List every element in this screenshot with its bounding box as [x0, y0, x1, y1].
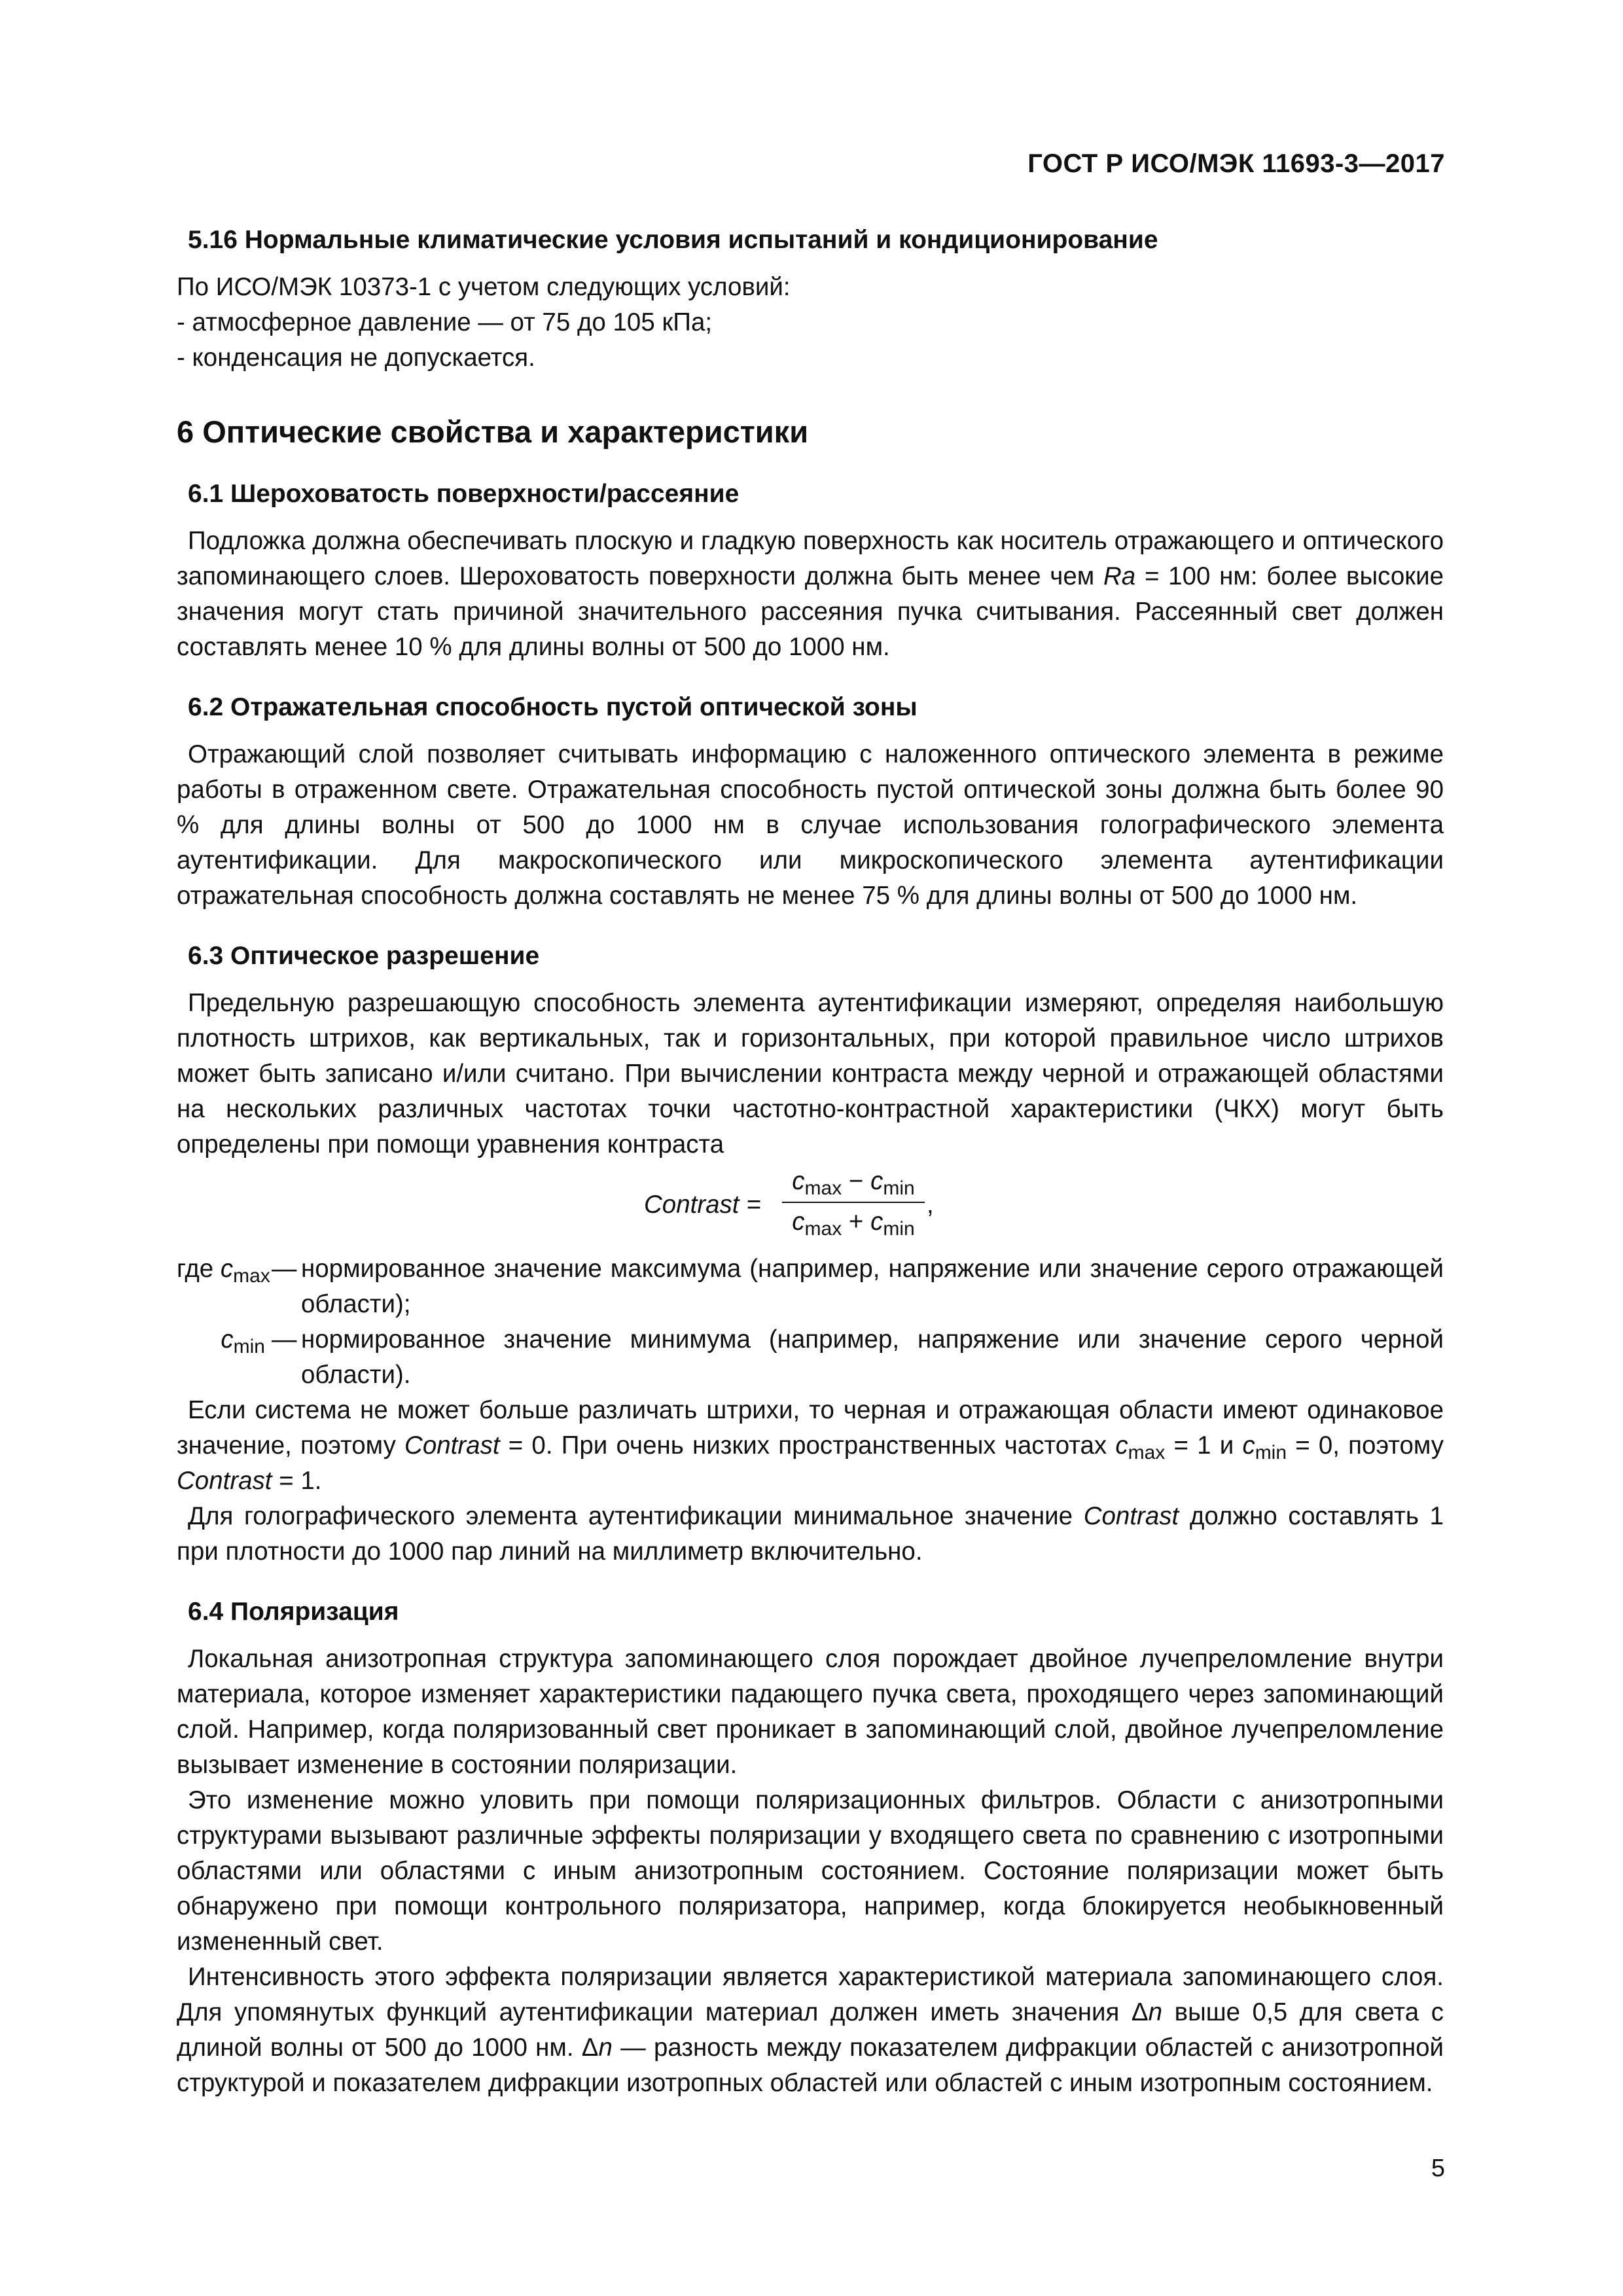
- section-6-4-paragraph-2: Это изменение можно уловить при помощи поляризационных фильтров. Области с анизотропными структурами вызывают различные эффекты поляризации у входящего света по сравнению с изотропными областями или областями с иным анизотропным состоянием. Состояние поляризации может быть обнаружено при помощи контрольного поляризатора, например, когда блокируется необыкновенный измененный свет.: [177, 1786, 1444, 1956]
- formula-denominator: $c_{max} + c_{min}$: [792, 1208, 915, 1240]
- formula-fraction: [782, 1165, 925, 1238]
- page-content: [177, 223, 1444, 2101]
- section-5-16-heading: 5.16 Нормальные климатические условия испытаний и кондиционирование: [188, 226, 1158, 254]
- section-6-1-heading: 6.1 Шероховатость поверхности/рассеяние: [188, 480, 740, 508]
- section-6-3-heading: 6.3 Оптическое разрешение: [188, 942, 540, 970]
- fraction-bar: [782, 1202, 925, 1203]
- standard-designation: ГОСТ Р ИСО/МЭК 11693-3—2017: [1027, 149, 1445, 178]
- where-row-cmin: $c_{min}$ — нормированное значение минимума (например, напряжение или значение серого черной области).: [177, 1322, 1444, 1393]
- section-6-3-paragraph: Предельную разрешающую способность элемента аутентификации измеряют, определяя наибольшую плотность штрихов, как вертикальных, так и горизонтальных, при которой правильное число штрихов может быть записано и/или считано. При вычислении контраста между черной и отражающей областями на нескольких различных частотах точки частотно-контрастной характеристики (ЧКХ) могут быть определены при помощи уравнения контраста: [177, 989, 1444, 1158]
- formula-explanation: [177, 1251, 1444, 1393]
- where-word: где: [177, 1255, 214, 1283]
- section-6-3-paragraph-2: Если система не может больше различать штрихи, то черная и отражающая области имеют одинаковое значение, поэтому Contrast = 0. При очень низких пространственных частотах $c_{max} = 1$ и $c_{min} = 0$, поэтому Contrast = 1.: [177, 1396, 1444, 1495]
- section-6-2-paragraph: Отражающий слой позволяет считывать информацию с наложенного оптического элемента в режиме работы в отраженном свете. Отражательная способность пустой оптической зоны должна быть более 90 % для длины волны от 500 до 1000 нм в случае использования голографического элемента аутентификации. Для макроскопического или микроскопического элемента аутентификации отражательная способность должна составлять не менее 75 % для длины волны от 500 до 1000 нм.: [177, 740, 1444, 910]
- section-5-16-intro: По ИСО/МЭК 10373-1 с учетом следующих условий:: [177, 273, 791, 301]
- section-6-4-paragraph-3: Интенсивность этого эффекта поляризации является характеристикой материала запоминающего слоя. Для упомянутых функций аутентификации материал должен иметь значения Δn выше 0,5 для света с длиной волны от 500 до 1000 нм. Δn — разность между показателем дифракции областей с анизотропной структурой и показателем дифракции изотропных областей или областей с иным изотропным состоянием.: [177, 1963, 1444, 2097]
- section-6-4-paragraph-1: Локальная анизотропная структура запоминающего слоя порождает двойное лучепреломление внутри материала, которое изменяет характеристики падающего пучка света, проходящего через запоминающий слой. Например, когда поляризованный свет проникает в запоминающий слой, двойное лучепреломление вызывает изменение в состоянии поляризации.: [177, 1645, 1444, 1779]
- page-number: 5: [1431, 2155, 1445, 2182]
- list-item: - атмосферное давление — от 75 до 105 кПа;: [177, 308, 713, 336]
- section-6-1-paragraph: Подложка должна обеспечивать плоскую и гладкую поверхность как носитель отражающего и оптического запоминающего слоев. Шероховатость поверхности должна быть менее чем Ra = 100 нм: более высокие значения могут стать причиной значительного рассеяния пучка считывания. Рассеянный свет должен составлять менее 10 % для длины волны от 500 до 1000 нм.: [177, 527, 1444, 661]
- where-cmin-text: нормированное значение минимума (например, напряжение или значение серого черной области).: [301, 1325, 1444, 1389]
- formula-numerator: $c_{max} - c_{min}$: [792, 1167, 915, 1199]
- section-6-2-heading: 6.2 Отражательная способность пустой оптической зоны: [188, 693, 918, 721]
- section-6-3-paragraph-3: Для голографического элемента аутентификации минимальное значение Contrast должно составлять 1 при плотности до 1000 пар линий на миллиметр включительно.: [177, 1502, 1444, 1566]
- section-6-heading: 6 Оптические свойства и характеристики: [177, 414, 809, 449]
- where-row-cmax: где $c_{max}$ — нормированное значение максимума (например, напряжение или значение серого отражающей области);: [177, 1251, 1444, 1322]
- contrast-formula: [177, 1165, 1444, 1250]
- formula-lhs: Contrast =: [644, 1191, 761, 1219]
- section-6-4-heading: 6.4 Поляризация: [188, 1598, 399, 1626]
- where-cmax-text: нормированное значение максимума (например, напряжение или значение серого отражающей области);: [301, 1255, 1444, 1318]
- list-item: - конденсация не допускается.: [177, 344, 535, 372]
- formula-comma: ,: [927, 1191, 934, 1219]
